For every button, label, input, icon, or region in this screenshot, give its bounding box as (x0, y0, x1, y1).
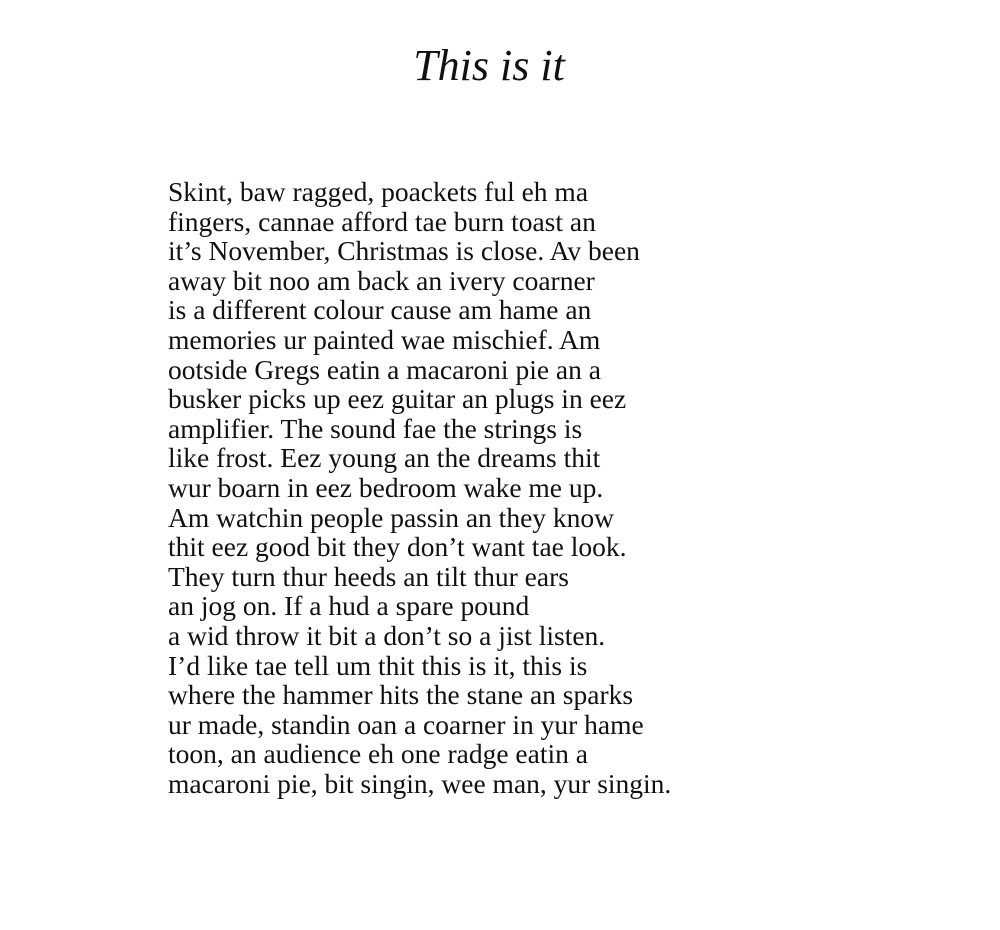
poem-line: busker picks up eez guitar an plugs in eez (168, 383, 627, 415)
poem-line: it’s November, Christmas is close. Av been (168, 235, 640, 267)
poem-line: macaroni pie, bit singin, wee man, yur singin. (168, 767, 672, 799)
poem-line: Am watchin people passin an they know (168, 501, 615, 533)
poem-line: fingers, cannae afford tae burn toast an (168, 205, 596, 237)
poem-line: away bit noo am back an ivery coarner (168, 264, 595, 296)
poem-line: ur made, standin oan a coarner in yur hame (168, 708, 644, 740)
poem-line: is a different colour cause am hame an (168, 294, 592, 326)
poem-line: thit eez good bit they don’t want tae look. (168, 531, 627, 563)
poem-line: an jog on. If a hud a spare pound (168, 590, 530, 622)
poem-line: memories ur painted wae mischief. Am (168, 323, 601, 355)
poem-line: Skint, baw ragged, poackets ful eh ma (168, 176, 589, 207)
poem-line: wur boarn in eez bedroom wake me up. (168, 471, 604, 503)
poem-line: amplifier. The sound fae the strings is (168, 412, 583, 444)
poem-body (168, 177, 671, 798)
poem-line: where the hammer hits the stane an sparks (168, 679, 634, 711)
poem-line: like frost. Eez young an the dreams thit (168, 442, 601, 474)
poem-line: I’d like tae tell um thit this is it, this is (168, 649, 588, 681)
poem-line: a wid throw it bit a don’t so a jist listen. (168, 619, 606, 651)
poem-line: They turn thur heeds an tilt thur ears (168, 560, 569, 592)
poem-title: This is it (413, 41, 565, 90)
poem-line: toon, an audience eh one radge eatin a (168, 738, 588, 770)
poem-line: ootside Gregs eatin a macaroni pie an a (168, 353, 601, 385)
